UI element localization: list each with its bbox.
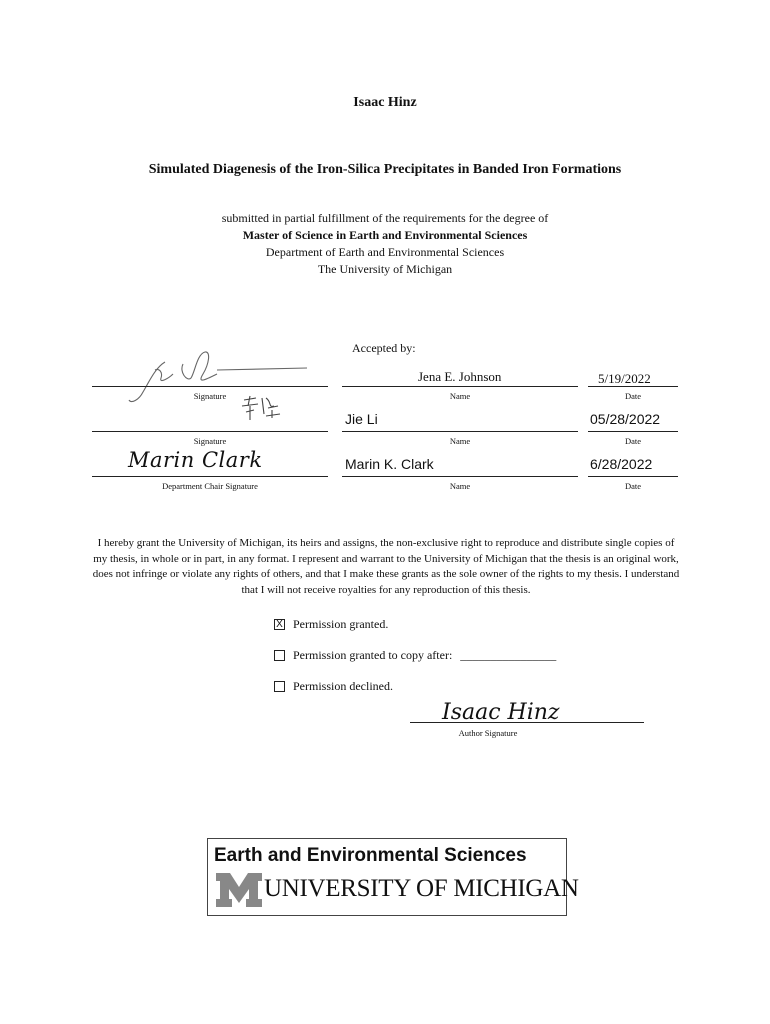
permission-copy-after-label: Permission granted to copy after:	[293, 648, 453, 662]
accepted-by-label: Accepted by:	[352, 341, 416, 355]
permission-granted-option[interactable]	[274, 617, 388, 632]
committee-date-1: 5/19/2022	[598, 371, 651, 386]
thesis-title: Simulated Diagenesis of the Iron-Silica Precipitates in Banded Iron Formations	[148, 162, 622, 177]
author-signature-caption: Author Signature	[458, 728, 518, 738]
permission-granted-checkbox[interactable]: X	[274, 619, 285, 630]
signature-line-3	[92, 476, 328, 477]
block-m-icon	[214, 871, 264, 909]
permission-declined-label: Permission declined.	[293, 679, 393, 693]
submission-line: submitted in partial fulfillment of the requirements for the degree of	[221, 211, 549, 225]
committee-name-1: Jena E. Johnson	[418, 369, 502, 384]
committee-name-2: Jie Li	[345, 411, 378, 427]
copy-after-blank[interactable]: ________________	[460, 648, 557, 662]
degree-line: Master of Science in Earth and Environmental Sciences	[242, 228, 528, 242]
name-caption-1: Name	[449, 391, 471, 401]
date-caption-2: Date	[624, 436, 642, 446]
signature-li	[238, 394, 284, 422]
logo-department-text: Earth and Environmental Sciences	[214, 845, 527, 866]
logo-university-text: UNIVERSITY OF MICHIGAN	[264, 875, 579, 902]
name-line-1	[342, 386, 578, 387]
committee-name-3: Marin K. Clark	[345, 456, 434, 472]
permission-copy-after-option[interactable]	[274, 648, 556, 663]
date-caption-3: Date	[624, 481, 642, 491]
rights-statement: I hereby grant the University of Michigan, its heirs and assigns, the non-exclusive right to reproduce and distribute single copies of my thesis, in whole or in part, in any format. I represent and warrant to the University of Michigan that the thesis is an original work, does not infringe or violate any rights of others, and that I make these grants as the sole owner of the rights to my thesis. I understand that I will not receive royalties for any reproduction of this thesis.	[92, 537, 680, 596]
signature-caption-2: Signature	[193, 436, 227, 446]
signature-line-1	[92, 386, 328, 387]
name-caption-3: Name	[449, 481, 471, 491]
name-line-2	[342, 431, 578, 432]
date-line-2	[588, 431, 678, 432]
author-signature: Isaac Hinz	[442, 700, 560, 725]
permission-granted-label: Permission granted.	[293, 617, 389, 631]
date-line-1	[588, 386, 678, 387]
committee-date-2: 05/28/2022	[590, 411, 661, 427]
author-signature-line	[410, 722, 644, 723]
department-line: Department of Earth and Environmental Sciences	[265, 245, 505, 259]
permission-declined-option[interactable]	[274, 679, 393, 694]
signature-clark: Marin Clark	[128, 448, 263, 472]
permission-copy-after-checkbox[interactable]	[274, 650, 285, 661]
department-logo	[207, 838, 579, 916]
name-line-3	[342, 476, 578, 477]
committee-date-3: 6/28/2022	[590, 456, 653, 472]
date-line-3	[588, 476, 678, 477]
signature-caption-3: Department Chair Signature	[162, 481, 258, 491]
name-caption-2: Name	[449, 436, 471, 446]
author-name: Isaac Hinz	[353, 95, 417, 110]
signature-line-2	[92, 431, 328, 432]
university-line: The University of Michigan	[317, 262, 453, 276]
permission-declined-checkbox[interactable]	[274, 681, 285, 692]
date-caption-1: Date	[624, 391, 642, 401]
signature-caption-1: Signature	[193, 391, 227, 401]
